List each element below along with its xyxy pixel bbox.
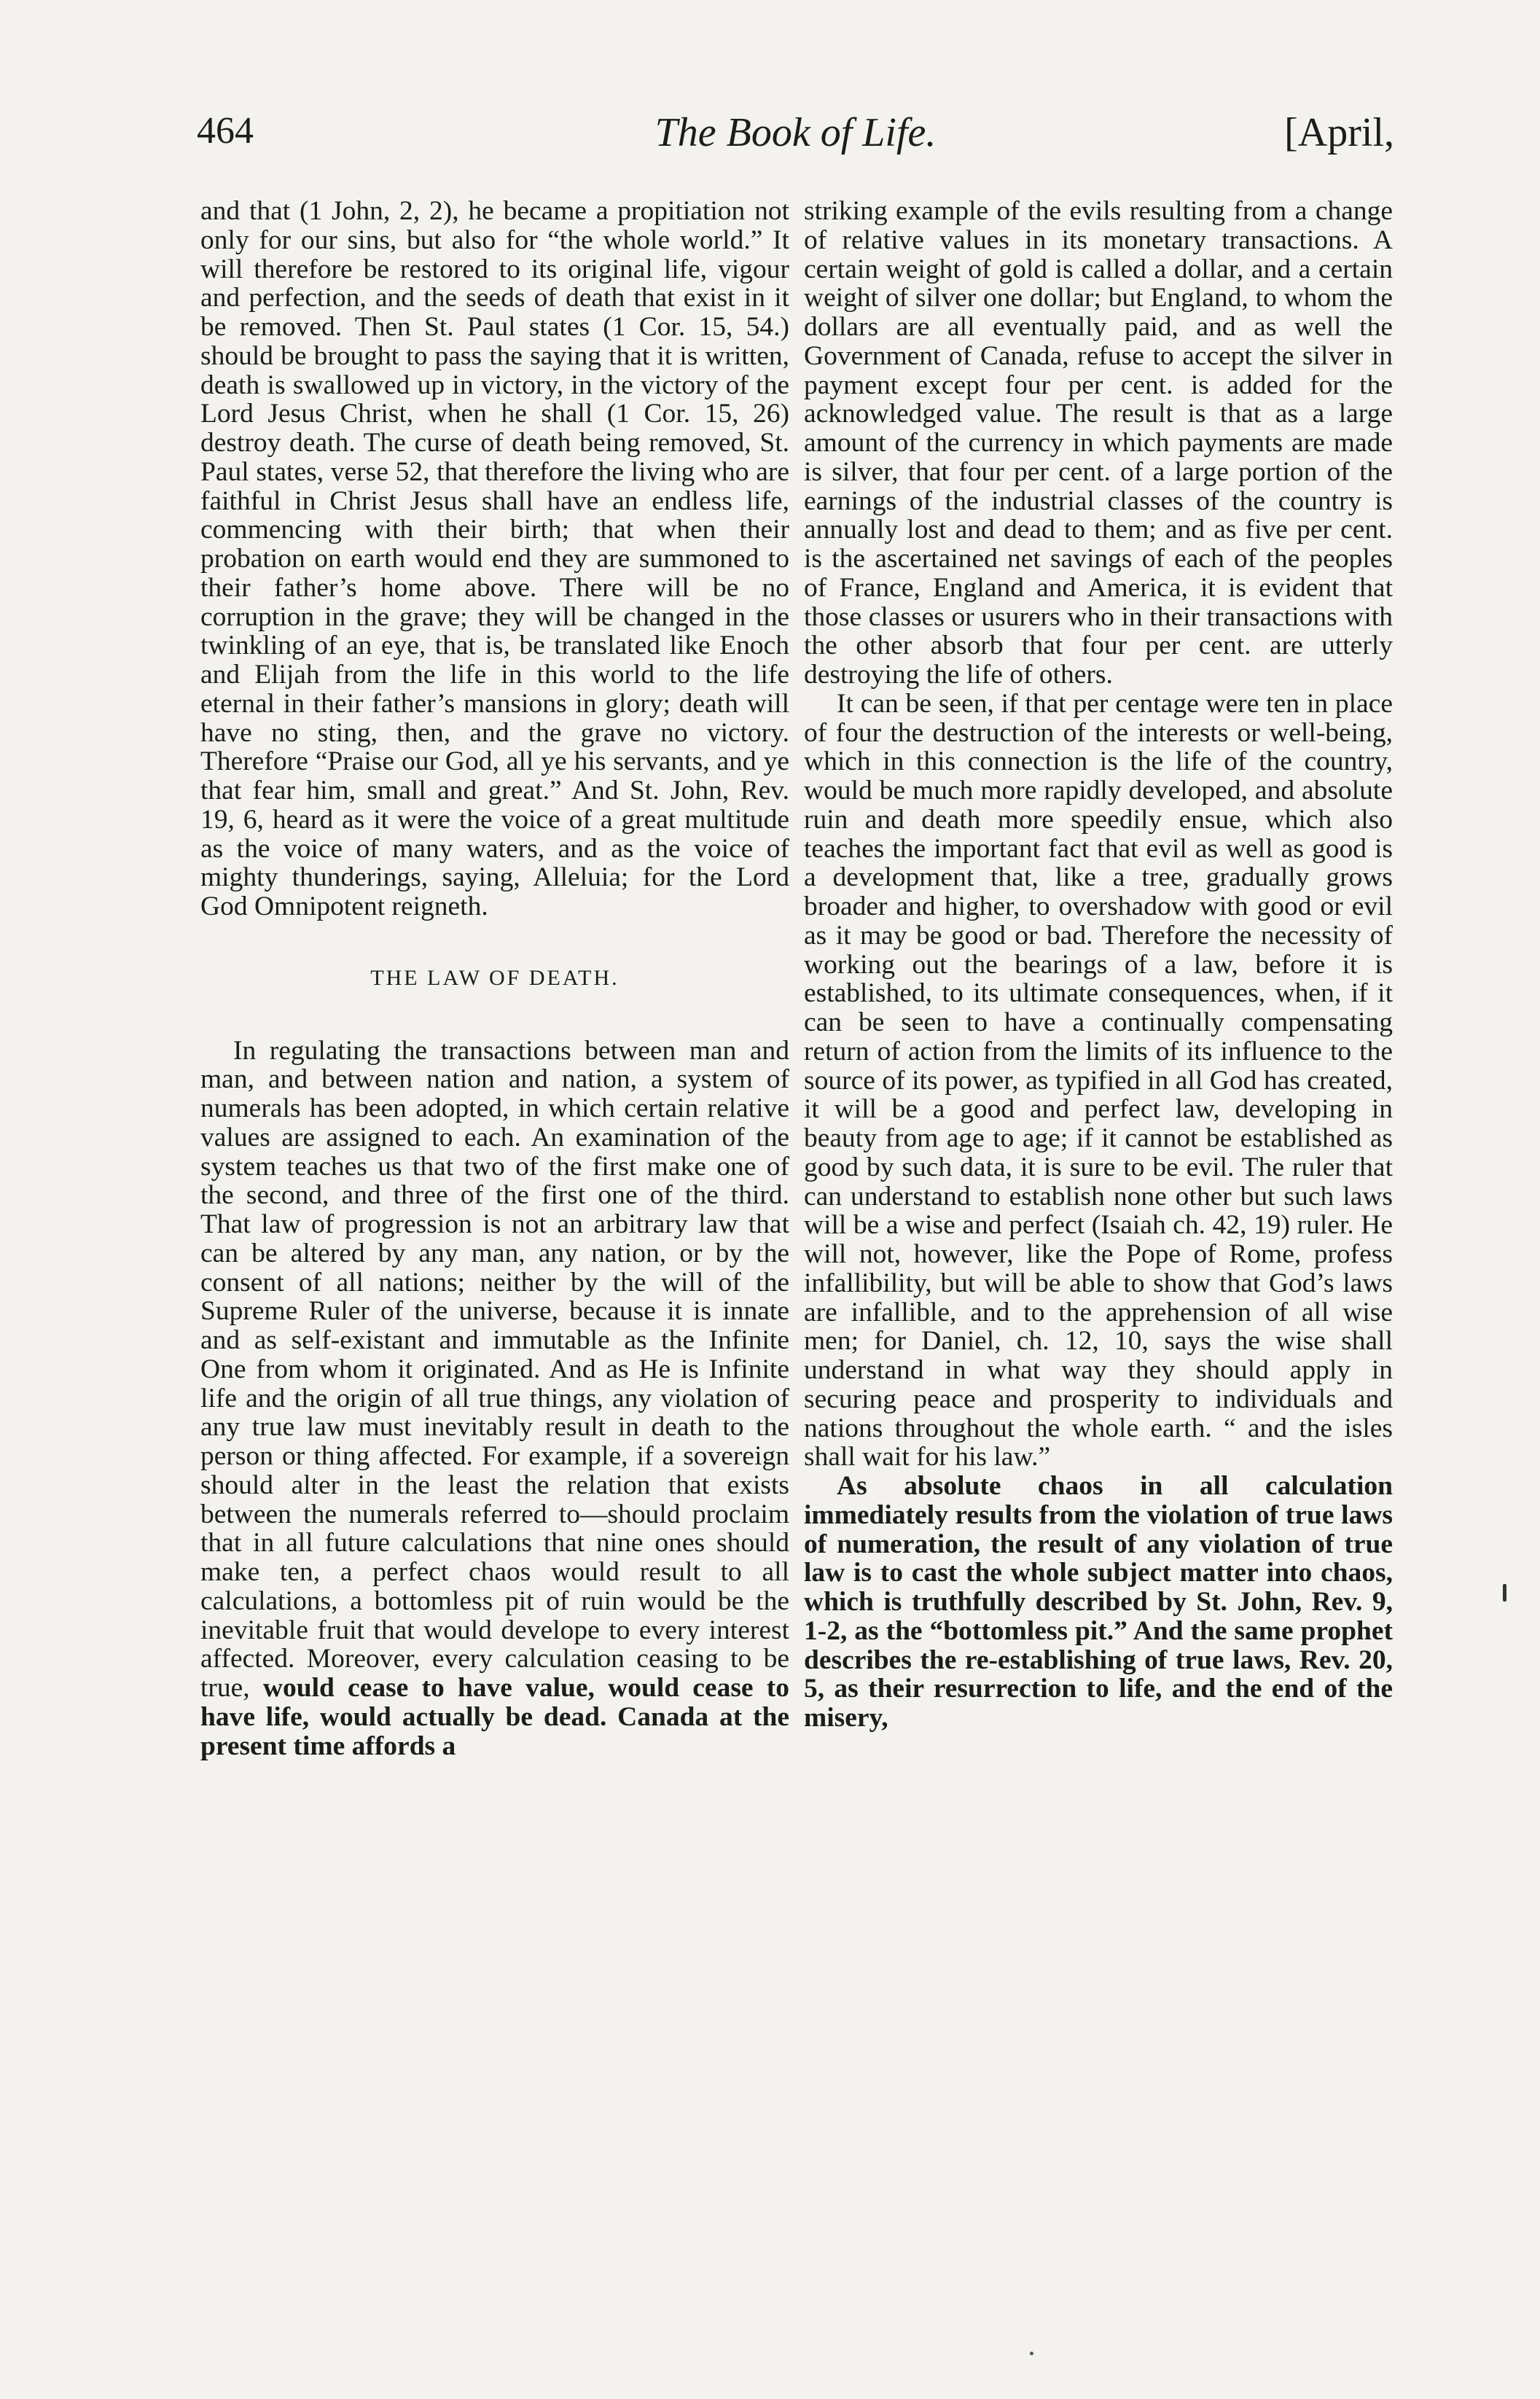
right-column	[804, 197, 1393, 1733]
issue-month: [April,	[1284, 110, 1394, 155]
paragraph: striking example of the evils resulting from a change of relative values in its monetary transactions. A certain weight of gold is called a dollar, and a certain weight of silver one dollar; but England, to whom the dollars are all eventually paid, and as well the Government of Canada, refuse to accept the silver in payment except four per cent. is added for the acknowledged value. The result is that as a large amount of the currency in which payments are made is silver, that four per cent. of a large portion of the earnings of the industrial classes of the country is annually lost and dead to them; and as five per cent. is the ascertained net savings of each of the peoples of France, England and America, it is evident that those classes or usurers who in their transactions with the other absorb that four per cent. are utterly destroying the life of others.	[804, 196, 1393, 690]
ink-dot	[1030, 2352, 1033, 2355]
paragraph-text-bold: would cease to have value, would cease to have life, would actually be dead. Canada at the present time affords a	[200, 1673, 789, 1761]
margin-mark	[1503, 1584, 1506, 1602]
left-column	[200, 197, 789, 1760]
paragraph: It can be seen, if that per centage were ten in place of four the destruction of the interests or well-being, which in this connection is the life of the country, would be much more rapidly developed, and absolute ruin and death more speedily ensue, which also teaches the important fact that evil as well as good is a development that, like a tree, gradually grows broader and higher, to overshadow with good or evil as it may be good or bad. Therefore the necessity of working out the bearings of a law, before it is established, to its ultimate consequences, when, if it can be seen to have a continually compensating return of action from the limits of its influence to the source of its power, as typified in all God has created, it will be a good and perfect law, developing in beauty from age to age; if it cannot be established as good by such data, it is sure to be evil. The ruler that can understand to establish none other but such laws will be a wise and perfect (Isaiah ch. 42, 19) ruler. He will not, however, like the Pope of Rome, profess infallibility, but will be able to show that God’s laws are infallible, and to the apprehension of all wise men; for Daniel, ch. 12, 10, says the wise shall understand in what way they should apply in securing peace and prosperity to individuals and nations throughout the whole earth. “ and the isles shall wait for his law.”	[804, 688, 1393, 1472]
section-heading: THE LAW OF DEATH.	[370, 965, 619, 990]
page-number: 464	[197, 110, 254, 152]
paragraph: As absolute chaos in all calculation immediately results from the violation of true laws of numeration, the result of any violation of true law is to cast the whole subject matter into chaos, which is truthfully described by St. John, Rev. 9, 1-2, as the “bottomless pit.” And the same prophet describes the re-establishing of true laws, Rev. 20, 5, as their resurrection to life, and the end of the misery,	[804, 1471, 1393, 1733]
paragraph: and that (1 John, 2, 2), he became a propitiation not only for our sins, but also for “the whole world.” It will therefore be restored to its original life, vigour and perfection, and the seeds of death that exist in it be removed. Then St. Paul states (1 Cor. 15, 54.) should be brought to pass the saying that it is written, death is swallowed up in victory, in the victory of the Lord Jesus Christ, when he shall (1 Cor. 15, 26) destroy death. The curse of death being removed, St. Paul states, verse 52, that therefore the living who are faithful in Christ Jesus shall have an endless life, commencing with their birth; that when their probation on earth would end they are summoned to their father’s home above. There will be no corruption in the grave; they will be changed in the twinkling of an eye, that is, be translated like Enoch and Elijah from the life in this world to the life eternal in their father’s mansions in glory; death will have no sting, then, and the grave no victory. Therefore “Praise our God, all ye his servants, and ye that fear him, small and great.” And St. John, Rev. 19, 6, heard as it were the voice of a great multitude as the voice of many waters, and as the voice of mighty thunderings, saying, Alleluia; for the Lord God Omnipotent reigneth.	[200, 196, 789, 921]
paragraph-text: In regulating the transactions between man and man, and between nation and nation, a system of numerals has been adopted, in which certain relative values are assigned to each. An examination of the system teaches us that two of the first make one of the second, and three of the first one of the third. That law of progression is not an arbitrary law that can be altered by any man, any nation, or by the consent of all nations; neither by the will of the Supreme Ruler of the universe, because it is innate and as self-existant and immutable as the Infinite One from whom it originated. And as He is Infinite life and the origin of all true things, any violation of any true law must inevitably result in death to the person or thing affected. For example, if a sovereign should alter in the least the relation that exists between the numerals referred to—should proclaim that in all future calculations that nine ones should make ten, a perfect chaos would result to all calculations, a bottomless pit of ruin would be the inevitable fruit that would develope to every interest affected. Moreover, every calculation ceasing to be true,	[200, 1035, 789, 1704]
running-title: The Book of Life.	[654, 110, 937, 155]
paragraph	[200, 1037, 789, 1761]
page-header	[197, 109, 1394, 168]
